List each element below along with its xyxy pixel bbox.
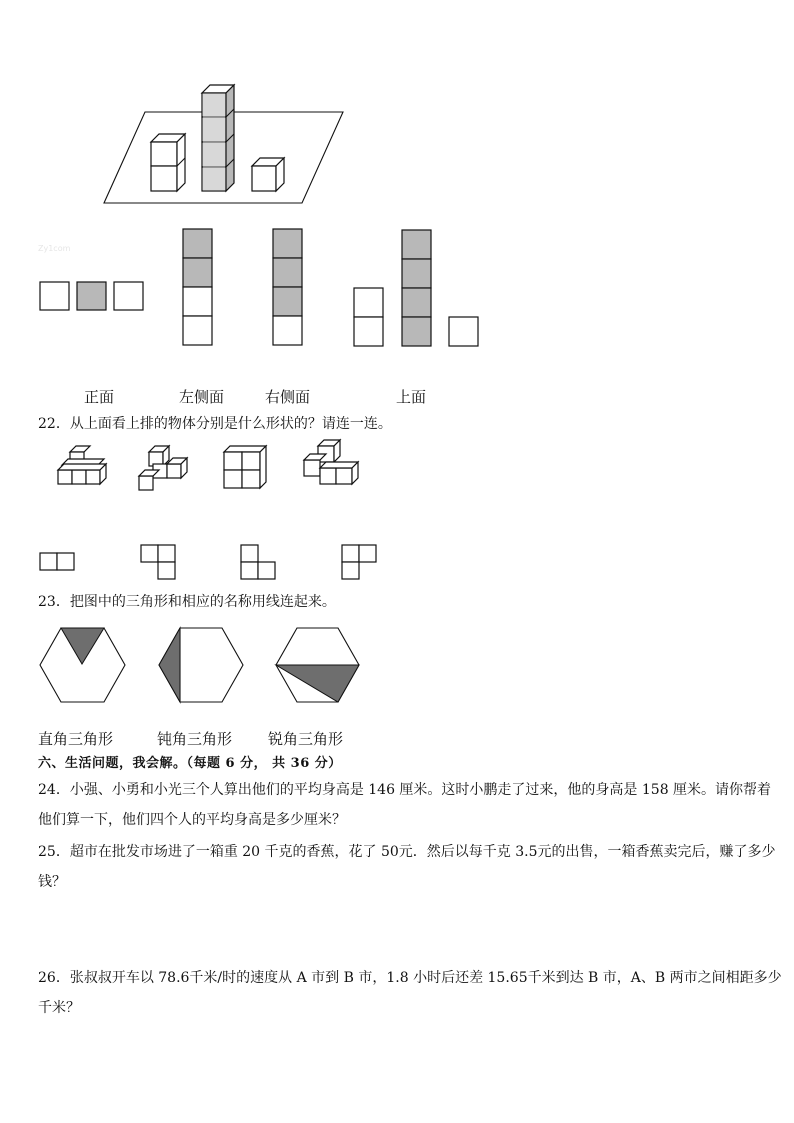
view-column-b bbox=[273, 229, 302, 345]
label-acute-triangle: 锐角三角形 bbox=[268, 730, 344, 748]
middle-cube-stack bbox=[202, 85, 234, 191]
hexagon-obtuse-triangle bbox=[159, 628, 243, 702]
view-label-right: 右侧面 bbox=[265, 388, 311, 406]
question-26-line2: 千米？ bbox=[38, 1000, 80, 1016]
left-cube-stack bbox=[151, 134, 185, 191]
q23-hexagons bbox=[0, 625, 794, 715]
hexagon-right-triangle bbox=[40, 628, 125, 702]
view-column-a bbox=[183, 229, 212, 345]
label-obtuse-triangle: 钝角三角形 bbox=[157, 730, 233, 748]
view-combined bbox=[354, 230, 478, 346]
q22-solids-row bbox=[0, 438, 794, 508]
label-right-triangle: 直角三角形 bbox=[38, 730, 114, 748]
cube-arrangement-figure bbox=[0, 0, 794, 220]
question-24-line2: 他们算一下，他们四个人的平均身高是多少厘米？ bbox=[38, 812, 346, 828]
question-23: 23．把图中的三角形和相应的名称用线连起来。 bbox=[38, 594, 336, 610]
question-24-line1: 24．小强、小勇和小光三个人算出他们的平均身高是 146 厘米。这时小鹏走了过来，他的身高是 158 厘米。请你帮着 bbox=[38, 782, 772, 798]
question-25-line2: 钱？ bbox=[38, 874, 66, 890]
question-22: 22．从上面看上排的物体分别是什么形状的？请连一连。 bbox=[38, 416, 392, 432]
views-row bbox=[0, 225, 794, 355]
solid-1 bbox=[58, 446, 106, 484]
question-25-line1: 25．超市在批发市场进了一箱重 20 千克的香蕉，花了 50元．然后以每千克 3.5元的出售，一箱香蕉卖完后，赚了多少 bbox=[38, 844, 776, 860]
solid-2 bbox=[139, 446, 187, 490]
right-cube bbox=[252, 158, 284, 191]
view-three-squares bbox=[40, 282, 143, 310]
view-label-left: 左侧面 bbox=[179, 388, 225, 406]
section-6-title: 六、生活问题，我会解。（每题 6 分， 共 36 分） bbox=[38, 756, 342, 771]
question-26-line1: 26．张叔叔开车以 78.6千米/时的速度从 A 市到 B 市，1.8 小时后还差 15.65千米到达 B 市，A、B 两市之间相距多少 bbox=[38, 970, 782, 986]
q22-top-views-row bbox=[0, 543, 794, 583]
view-label-top: 上面 bbox=[396, 388, 427, 406]
top-view-d bbox=[342, 545, 376, 579]
watermark: Zy1com bbox=[38, 244, 71, 253]
top-view-c bbox=[241, 545, 275, 579]
top-view-b bbox=[141, 545, 175, 579]
solid-4 bbox=[304, 440, 358, 484]
view-label-front: 正面 bbox=[84, 388, 115, 406]
hexagon-acute-triangle bbox=[276, 628, 359, 702]
solid-3 bbox=[224, 446, 266, 488]
top-view-a bbox=[40, 553, 74, 570]
